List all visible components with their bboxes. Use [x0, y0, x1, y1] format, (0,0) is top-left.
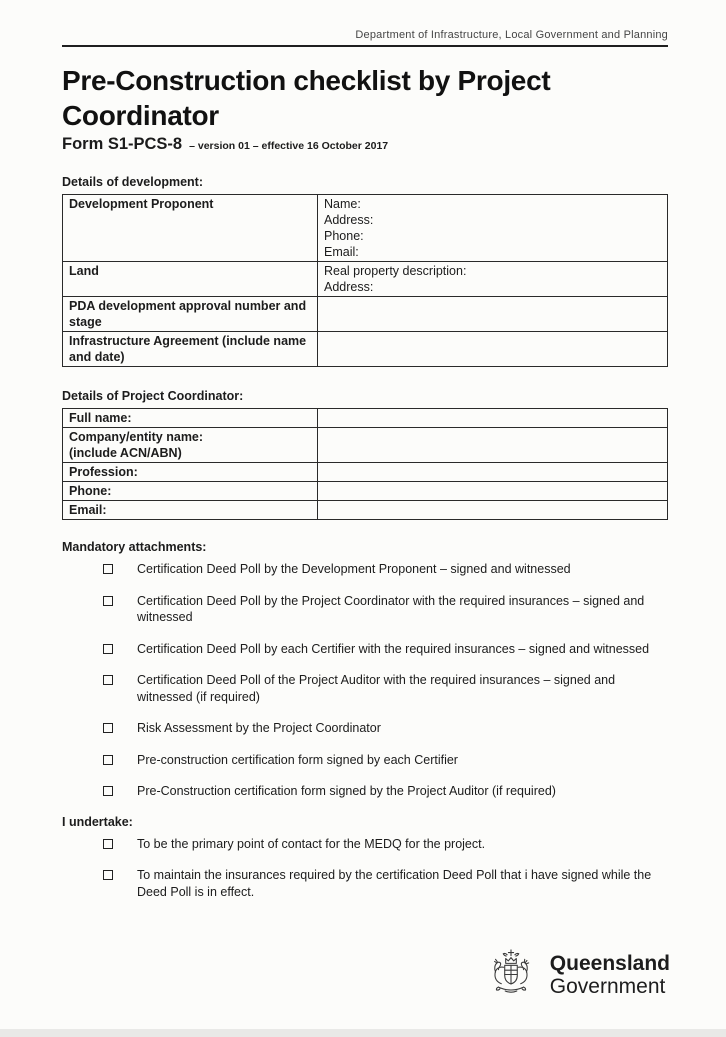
row-value-empty[interactable]: [318, 297, 668, 332]
checklist-item: [62, 783, 668, 800]
queensland-coat-of-arms: [482, 946, 540, 1004]
table-row: [63, 501, 668, 520]
checklist-item: [62, 593, 668, 626]
checkbox-icon[interactable]: [103, 723, 113, 733]
checklist-item-label: Pre-construction certification form signed by each Certifier: [137, 752, 458, 767]
checklist-item: [62, 867, 668, 900]
row-value-empty[interactable]: [318, 428, 668, 463]
row-label: Profession:: [63, 463, 318, 482]
section-heading-undertake: I undertake:: [62, 814, 133, 829]
checklist-item-label: Certification Deed Poll of the Project Auditor with the required insurances – signed and witnessed (if required): [137, 673, 616, 704]
checkbox-icon[interactable]: [103, 675, 113, 685]
table-row: [63, 195, 668, 262]
row-value-empty[interactable]: [318, 482, 668, 501]
section-heading-coordinator: Details of Project Coordinator:: [62, 389, 244, 403]
table-row: [63, 262, 668, 297]
checklist-item: [62, 720, 668, 737]
checklist-item: [62, 836, 668, 853]
row-label: Full name:: [63, 409, 318, 428]
undertake-checklist: [62, 836, 668, 901]
checklist-item: [62, 672, 668, 705]
table-row: [63, 297, 668, 332]
field-label: Address:: [324, 212, 374, 227]
row-label: Infrastructure Agreement (include name and date): [63, 332, 318, 367]
checklist-item-label: Certification Deed Poll by the Development Proponent – signed and witnessed: [137, 562, 571, 576]
checklist-item-label: Certification Deed Poll by each Certifier with the required insurances – signed and witnessed: [137, 641, 650, 656]
section-heading-development: Details of development:: [62, 175, 203, 189]
row-value-empty[interactable]: [318, 501, 668, 520]
row-label: Company/entity name: (include ACN/ABN): [63, 428, 318, 463]
row-label: Email:: [63, 501, 318, 520]
checkbox-icon[interactable]: [103, 596, 113, 606]
row-value[interactable]: [318, 195, 668, 262]
table-row: [63, 482, 668, 501]
field-label: Real property description:: [324, 263, 467, 278]
form-identifier: [62, 135, 668, 154]
row-value-empty[interactable]: [318, 409, 668, 428]
checklist-item-label: Risk Assessment by the Project Coordinator: [137, 721, 381, 735]
field-label: Phone:: [324, 228, 364, 243]
table-row: [63, 428, 668, 463]
checkbox-icon[interactable]: [103, 839, 113, 849]
checklist-item-label: To be the primary point of contact for the MEDQ for the project.: [137, 836, 486, 851]
checkbox-icon[interactable]: [103, 755, 113, 765]
row-label: Land: [63, 262, 318, 297]
logo-text-queensland: Queensland: [549, 952, 670, 975]
page-title: Pre-Construction checklist by Project Coordinator: [62, 65, 551, 131]
field-label: Name:: [324, 196, 361, 211]
row-label: Phone:: [63, 482, 318, 501]
checklist-item-label: Pre-Construction certification form signed by the Project Auditor (if required): [137, 784, 556, 798]
checklist-item-label: To maintain the insurances required by the certification Deed Poll that i have signed while the Deed Poll is in effect.: [137, 868, 652, 899]
checkbox-icon[interactable]: [103, 564, 113, 574]
table-row: [63, 409, 668, 428]
section-heading-attachments: Mandatory attachments:: [62, 540, 207, 554]
queensland-government-logo: [482, 946, 670, 1004]
scan-edge: [0, 1029, 726, 1037]
checklist-item-label: Certification Deed Poll by the Project Coordinator with the required insurances – signed and witnessed: [137, 593, 645, 624]
field-label: Address:: [324, 279, 374, 294]
header-rule: [62, 45, 668, 47]
form-version: – version 01 – effective 16 October 2017: [189, 140, 389, 152]
checklist-item: [62, 641, 668, 658]
logo-text-government: Government: [549, 975, 666, 998]
row-value-empty[interactable]: [318, 463, 668, 482]
row-label: PDA development approval number and stage: [63, 297, 318, 332]
coordinator-table: [62, 408, 668, 520]
row-value[interactable]: [318, 262, 668, 297]
table-row: [63, 463, 668, 482]
department-header: Department of Infrastructure, Local Government and Planning: [355, 29, 668, 41]
development-table: [62, 194, 668, 367]
row-label: Development Proponent: [63, 195, 318, 262]
logo-text: [550, 952, 670, 998]
checklist-item: [62, 752, 668, 769]
attachments-checklist: [62, 561, 668, 800]
checkbox-icon[interactable]: [103, 786, 113, 796]
checkbox-icon[interactable]: [103, 870, 113, 880]
row-value-empty[interactable]: [318, 332, 668, 367]
form-code: Form S1-PCS-8: [62, 135, 183, 153]
checkbox-icon[interactable]: [103, 644, 113, 654]
checklist-item: [62, 561, 668, 578]
field-label: Email:: [324, 244, 359, 259]
table-row: [63, 332, 668, 367]
